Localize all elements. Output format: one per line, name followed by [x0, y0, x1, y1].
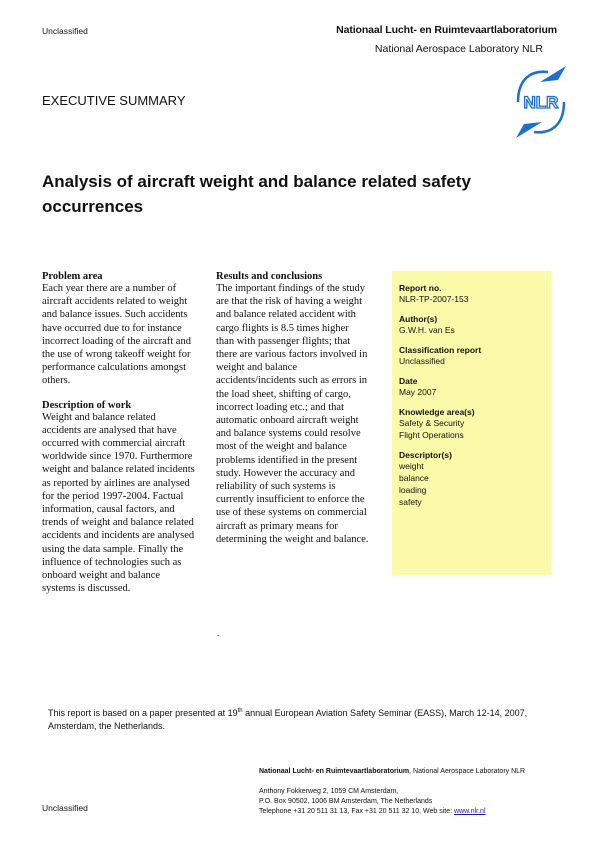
- text-line: using the data sample. Finally the: [42, 543, 184, 555]
- left-column: [42, 271, 212, 595]
- text-line: incorrect loading of the aircraft and: [42, 335, 191, 347]
- text-line: occurred with commercial aircraft: [42, 438, 186, 450]
- problem-area-heading: Problem area: [42, 271, 103, 282]
- description-of-work-text: [42, 411, 212, 596]
- text-line: aircraft accidents related to weight: [42, 296, 188, 308]
- knowledge-area-item: Flight Operations: [399, 430, 464, 440]
- text-line: trends of weight and balance related: [42, 517, 194, 529]
- text-line: problems identified in the present: [216, 454, 358, 466]
- text-line: Weight and balance related: [42, 411, 156, 423]
- classification-label: Classification report: [399, 345, 482, 355]
- text-line: the use of wrong takeoff weight for: [42, 349, 191, 361]
- section-label: EXECUTIVE SUMMARY: [42, 93, 186, 108]
- date-value: May 2007: [399, 387, 437, 397]
- text-line: and balance issues. Such accidents: [42, 309, 188, 321]
- descriptors: [399, 450, 551, 508]
- report-number-value: NLR-TP-2007-153: [399, 294, 469, 304]
- website-link[interactable]: www.nlr.nl: [453, 808, 486, 815]
- text-line: are that the risk of having a weight: [216, 296, 363, 308]
- address-line-2: P.O. Box 90502, 1006 BM Amsterdam, The Netherlands: [259, 798, 433, 805]
- authors-label: Author(s): [399, 314, 438, 324]
- text-line: reliability of such systems is: [216, 481, 336, 493]
- text-line: accidents are analysed that have: [42, 424, 177, 436]
- source-footnote: [48, 705, 568, 732]
- text-line: automatic onboard aircraft weight: [216, 415, 359, 427]
- nlr-logo: [510, 64, 572, 140]
- text-line: worldwide since 1970. Furthermore: [42, 451, 193, 463]
- classification: [399, 345, 551, 367]
- text-line: for the period 1997-2004. Factual: [42, 490, 184, 502]
- descriptor-item: safety: [399, 497, 422, 507]
- knowledge-area-item: Safety & Security: [399, 418, 465, 428]
- text-line: accidents/incidents such as errors in: [216, 375, 368, 387]
- description-of-work-heading: Description of work: [42, 399, 132, 411]
- address-line-1: Anthony Fokkerweg 2, 1059 CM Amsterdam,: [259, 788, 399, 795]
- text-line: the load sheet, shifting of cargo,: [216, 388, 351, 400]
- title-line-2: occurrences: [42, 197, 144, 216]
- middle-column: [216, 271, 388, 546]
- descriptors-label: Descriptor(s): [399, 450, 452, 460]
- text-line: influence of technologies such as: [42, 556, 182, 568]
- text-line: others.: [42, 375, 71, 387]
- descriptor-item: loading: [399, 485, 427, 495]
- text-line: use of these systems on commercial: [216, 507, 367, 519]
- text-line: than with passenger flights; that: [216, 335, 351, 347]
- document-title: [42, 169, 471, 219]
- text-line: onboard weight and balance: [42, 570, 161, 582]
- text-line: have occurred due to for instance: [42, 322, 182, 334]
- text-line: and balance systems could resolve: [216, 428, 361, 440]
- footer-address: [259, 787, 579, 817]
- report-number-label: Report no.: [399, 283, 442, 293]
- text-line: there are various factors involved in: [216, 349, 368, 361]
- text-line: as reported by airlines are analysed: [42, 477, 190, 489]
- text-line: weight and balance related incidents: [42, 464, 195, 476]
- title-line-1: Analysis of aircraft weight and balance related safety: [42, 172, 471, 191]
- results-heading: Results and conclusions: [216, 271, 323, 282]
- text-line: study. However the accuracy and: [216, 467, 355, 479]
- text-line: weight and balance: [216, 362, 298, 374]
- text-line: Each year there are a number of: [42, 283, 177, 294]
- descriptor-item: weight: [399, 461, 424, 471]
- authors-value: G.W.H. van Es: [399, 325, 455, 335]
- authors: [399, 314, 551, 336]
- text-line: most of the weight and balance: [216, 441, 347, 453]
- report-number: [399, 283, 551, 305]
- footer-classification: Unclassified: [42, 803, 88, 813]
- results-text: [216, 282, 388, 546]
- text-line: The important findings of the study: [216, 283, 366, 294]
- org-name-english: National Aerospace Laboratory NLR: [374, 43, 543, 55]
- contact-line: Telephone +31 20 511 31 13, Fax +31 20 511 32 10, Web site: www.nlr.nl: [259, 808, 486, 815]
- date-label: Date: [399, 376, 418, 386]
- text-line: cargo flights is 8.5 times higher: [216, 322, 349, 334]
- date: [399, 376, 551, 398]
- svg-text:NLR: NLR: [523, 93, 559, 112]
- text-line: aircraft as primary means for: [216, 520, 338, 532]
- stray-dot: .: [217, 628, 220, 638]
- problem-area-text: [42, 282, 212, 388]
- footnote-line-2: Amsterdam, the Netherlands.: [48, 720, 166, 731]
- footer-organisation: Nationaal Lucht- en Ruimtevaartlaboratorium, National Aerospace Laboratory NLR: [259, 768, 526, 775]
- text-line: currently insufficient to enforce the: [216, 494, 365, 506]
- text-line: systems is discussed.: [42, 583, 131, 595]
- text-line: accidents and incidents are analysed: [42, 530, 195, 542]
- report-info-box: [392, 271, 551, 575]
- text-line: performance calculations amongst: [42, 362, 187, 374]
- text-line: incorrect loading etc.; and that: [216, 401, 344, 413]
- knowledge-areas: [399, 407, 551, 441]
- text-line: and balance related accident with: [216, 309, 356, 321]
- knowledge-areas-label: Knowledge area(s): [399, 407, 475, 417]
- text-line: information, causal factors, and: [42, 504, 175, 516]
- header-classification: Unclassified: [42, 26, 88, 36]
- org-name-dutch: Nationaal Lucht- en Ruimtevaartlaboratorium: [336, 24, 557, 36]
- footnote-line-1: This report is based on a paper presented at 19th annual European Aviation Safety Seminar (EASS), March 12-14, 2007,: [48, 708, 528, 718]
- classification-value: Unclassified: [399, 356, 445, 366]
- text-line: determining the weight and balance.: [216, 533, 369, 545]
- descriptor-item: balance: [399, 473, 429, 483]
